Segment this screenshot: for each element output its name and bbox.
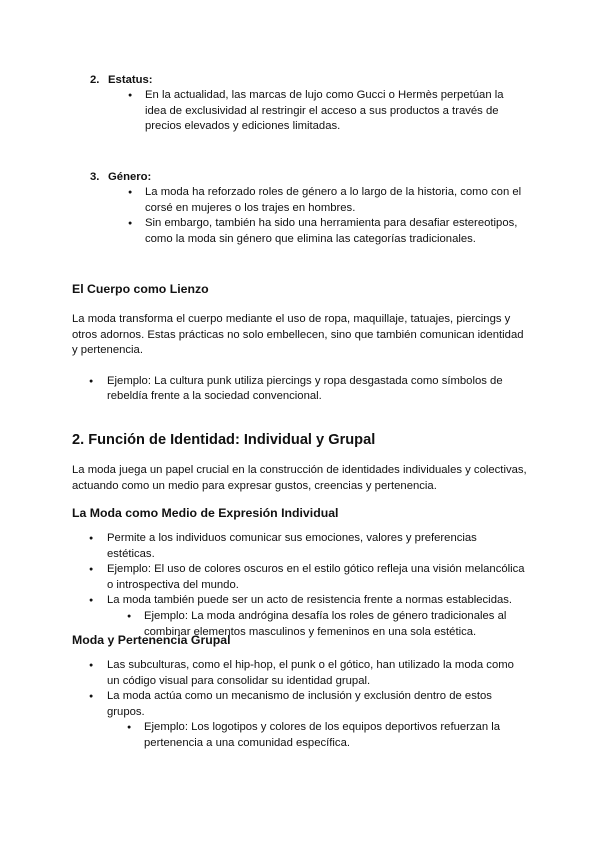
bullet-list (72, 531, 532, 609)
list-item: ● La moda también puede ser un acto de resistencia frente a normas establecidas. (107, 593, 527, 609)
list-item: ● Sin embargo, también ha sido una herramienta para desafiar estereotipos, como la moda sin género que elimina las categorías tradicionales. (145, 216, 523, 247)
list-item: ● Ejemplo: La cultura punk utiliza piercings y ropa desgastada como símbolos de rebeldía frente a la sociedad convencional. (107, 374, 527, 405)
item-number: 2. (90, 74, 100, 86)
numbered-item-estatus (90, 73, 530, 135)
list-item: ● En la actualidad, las marcas de lujo como Gucci o Hermès perpetúan la idea de exclusividad al restringir el acceso a sus productos a través de precios elevados y ediciones limitadas. (145, 88, 523, 135)
bullet-list (72, 374, 532, 405)
numbered-item-genero (90, 170, 530, 247)
section-individual (72, 505, 532, 640)
section-cuerpo (72, 281, 532, 405)
sub-bullet-list (72, 720, 532, 751)
section-heading: Moda y Pertenencia Grupal (72, 633, 231, 647)
section-grupal (72, 632, 532, 752)
bullet-list (90, 185, 530, 247)
list-item: ● Ejemplo: La moda andrógina desafía los roles de género tradicionales al combinar elementos masculinos y femeninos en una sola estética. (144, 609, 522, 640)
section-heading: El Cuerpo como Lienzo (72, 282, 209, 296)
list-item: ● La moda ha reforzado roles de género a lo largo de la historia, como con el corsé en mujeres o los trajes en hombres. (145, 185, 523, 216)
item-title: Estatus: (108, 74, 153, 86)
bullet-list (90, 88, 530, 135)
section-paragraph: La moda transforma el cuerpo mediante el uso de ropa, maquillaje, tatuajes, piercings y otros adornos. Estas prácticas no solo embellecen, sino que también comunican identidad y pertenencia. (72, 313, 524, 357)
item-title: Género: (108, 171, 152, 183)
section-heading: 2. Función de Identidad: Individual y Grupal (72, 432, 376, 448)
bullet-list (72, 658, 532, 720)
list-item: ● Las subculturas, como el hip-hop, el punk o el gótico, han utilizado la moda como un código visual para consolidar su identidad grupal. (107, 658, 527, 689)
section-identidad (72, 431, 532, 494)
list-item: ● Ejemplo: Los logotipos y colores de los equipos deportivos refuerzan la pertenencia a una comunidad específica. (144, 720, 522, 751)
item-number: 3. (90, 171, 100, 183)
section-paragraph: La moda juega un papel crucial en la construcción de identidades individuales y colectivas, actuando como un medio para expresar gustos, creencias y pertenencia. (72, 464, 527, 492)
list-item: ● Ejemplo: El uso de colores oscuros en el estilo gótico refleja una visión melancólica o introspectiva del mundo. (107, 562, 527, 593)
list-item: ● La moda actúa como un mecanismo de inclusión y exclusión dentro de estos grupos. (107, 689, 527, 720)
section-heading: La Moda como Medio de Expresión Individual (72, 506, 339, 520)
list-item: ● Permite a los individuos comunicar sus emociones, valores y preferencias estéticas. (107, 531, 527, 562)
